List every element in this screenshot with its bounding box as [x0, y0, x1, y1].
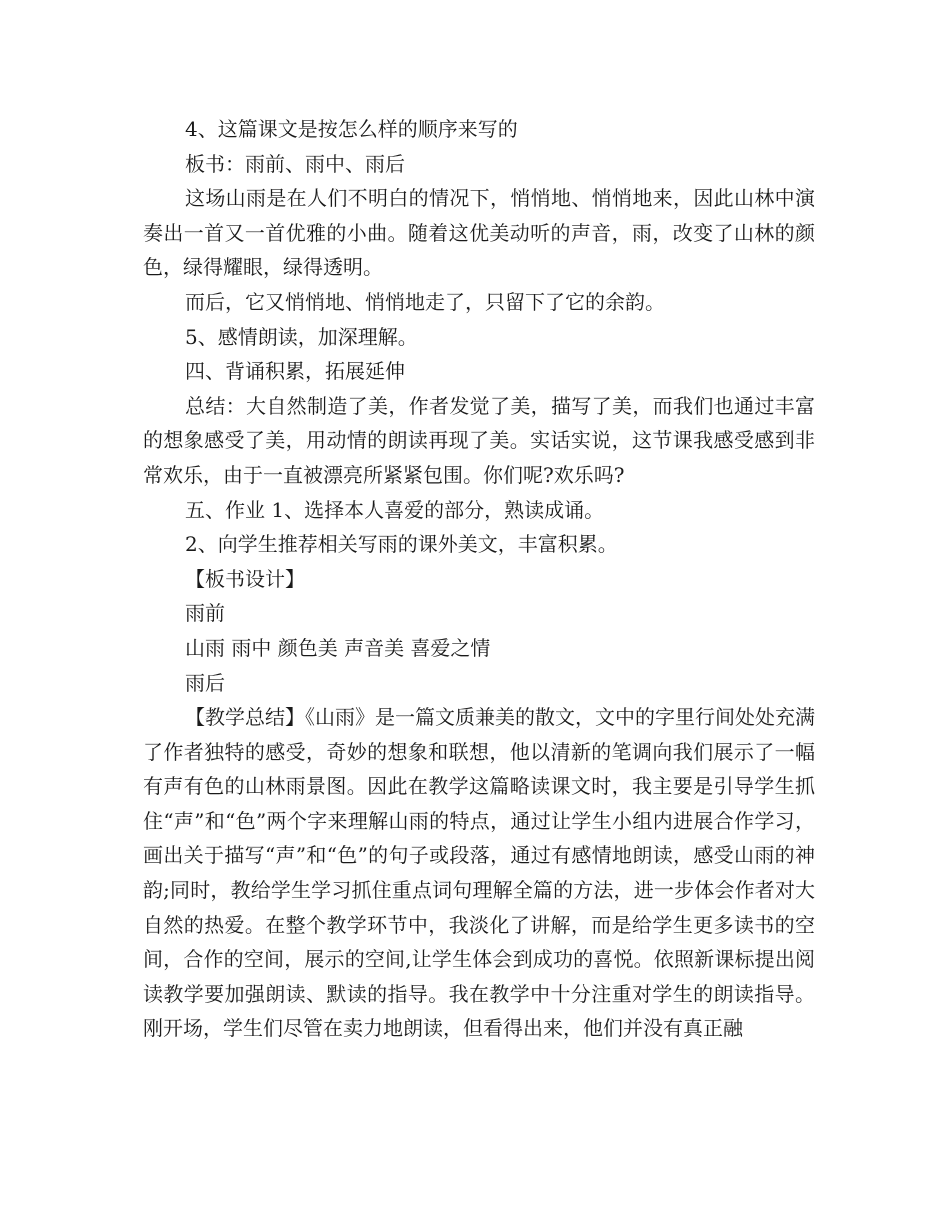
blackboard-line-mountain-rain: 山雨 雨中 颜色美 声音美 喜爱之情 [185, 635, 491, 660]
paragraph-blackboard: 板书：雨前、雨中、雨后 [185, 151, 405, 176]
section-heading-4: 四、背诵积累，拓展延伸 [185, 359, 405, 384]
paragraph-summary: 总结：大自然制造了美，作者发觉了美，描写了美，而我们也通过丰富的想象感受了美，用动情的朗读再现了美。实话实说，这节课我感受感到非常欢乐，由于一直被漂亮所紧紧包围。你们呢?欢乐吗? [143, 393, 815, 487]
paragraph-question-4: 4、这篇课文是按怎么样的顺序来写的 [185, 117, 518, 141]
section-heading-5-homework: 五、作业 1、选择本人喜爱的部分，熟读成诵。 [185, 497, 605, 522]
blackboard-design-heading: 【板书设计】 [185, 566, 305, 591]
paragraph-teaching-summary: 【教学总结】《山雨》是一篇文质兼美的散文，文中的字里行间处处充满了作者独特的感受，奇妙的想象和联想，他以清新的笔调向我们展示了一幅有声有色的山林雨景图。因此在教学这篇略读课文时，我主要是引导学生抓住“声”和“色”两个字来理解山雨的特点，通过让学生小组内进展合作学习，画出关于描写“声”和“色”的句子或段落，通过有感情地朗读，感受山雨的神韵;同时，教给学生学习抓住重点词句理解全篇的方法，进一步体会作者对大自然的热爱。在整个教学环节中，我淡化了讲解，而是给学生更多读书的空间，合作的空间，展示的空间,让学生体会到成功的喜悦。依照新课标提出阅读教学要加强朗读、默读的指导。我在教学中十分注重对学生的朗读指导。刚开场，学生们尽管在卖力地朗读，但看得出来，他们并没有真正融 [143, 705, 815, 1041]
paragraph-homework-2: 2、向学生推荐相关写雨的课外美文，丰富积累。 [185, 532, 618, 557]
paragraph-step-5: 5、感情朗读，加深理解。 [185, 324, 418, 349]
blackboard-line-after-rain: 雨后 [185, 670, 225, 695]
paragraph-rain-leaves: 而后，它又悄悄地、悄悄地走了，只留下了它的余韵。 [185, 289, 665, 314]
paragraph-rain-arrives: 这场山雨是在人们不明白的情况下，悄悄地、悄悄地来，因此山林中演奏出一首又一首优雅的小曲。随着这优美动听的声音，雨，改变了山林的颜色，绿得耀眼，绿得透明。 [143, 186, 815, 280]
document-body [143, 112, 815, 1046]
blackboard-line-before-rain: 雨前 [185, 601, 225, 626]
